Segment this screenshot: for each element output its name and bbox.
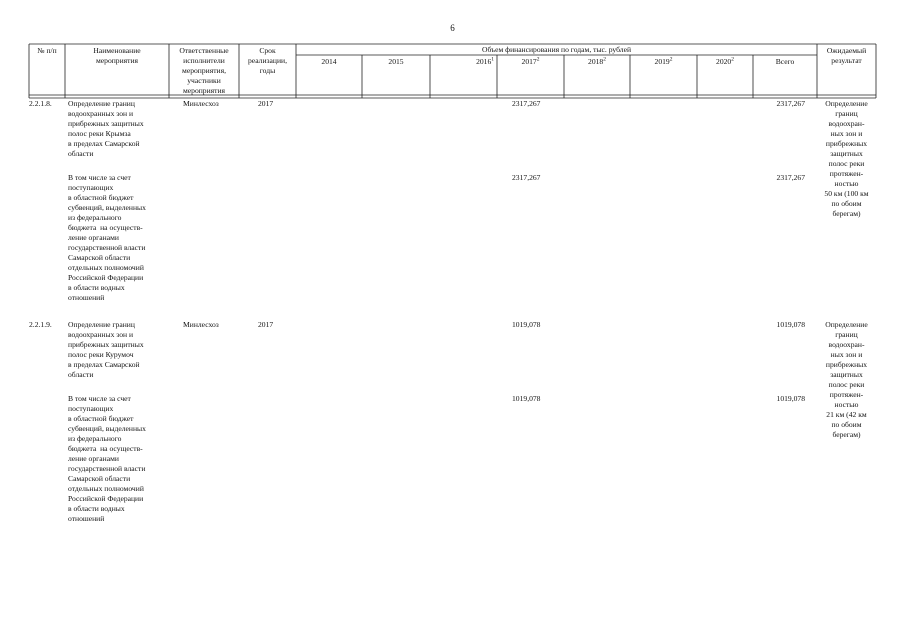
header-year-2019: 2019$^2$ [654,56,673,66]
header-year-2014: 2014 [321,57,337,66]
row-subsidy-note: В том числе за счет поступающих в областной бюджет субвенций, выделенных из федерального бюджета на осуществ- ление органами государственной власти Самарской области отдельных полномочий Российской Федерации в области водных отношений [68,173,146,302]
row-number: 2.2.1.8. [29,99,52,108]
header-year-2018: 2018$^2$ [588,56,606,66]
header-year-2020: 2020$^2$ [716,56,734,66]
header-year-2015: 2015 [388,57,404,66]
row-name: Определение границ водоохранных зон и прибрежных защитных полос реки Крымза в пределах Самарской области [68,99,144,158]
row-subsidy-total: 2317,267 [776,173,805,182]
row-value-2017: 1019,078 [512,320,541,329]
header-year-2017: 2017$^2$ [521,56,540,66]
row-term: 2017 [258,99,274,108]
row-term: 2017 [258,320,274,329]
page-number: 6 [450,23,455,33]
header-result: Ожидаемый результат [826,46,867,65]
row-subsidy-2017: 2317,267 [512,173,541,182]
header-num: № п/п [37,46,57,55]
row-name: Определение границ водоохранных зон и прибрежных защитных полос реки Курумоч в пределах Самарской области [68,320,144,379]
header-name: Наименование мероприятия [93,46,141,65]
row-total: 1019,078 [776,320,805,329]
header-total: Всего [775,57,795,66]
row-subsidy-note: В том числе за счет поступающих в областной бюджет субвенций, выделенных из федерального бюджета на осуществ- ление органами государственной власти Самарской области отдельных полномочий Российской Федерации в области водных отношений [68,394,146,523]
row-responsible: Минлесхоз [183,99,219,108]
header-term: Срок реализации, годы [247,46,287,75]
row-total: 2317,267 [776,99,805,108]
header-responsible: Ответственные исполнители мероприятия, участники мероприятия [179,46,229,95]
row-value-2017: 2317,267 [512,99,541,108]
row-subsidy-total: 1019,078 [776,394,805,403]
header-year-2016: 2016$^1$ [476,56,494,66]
row-expected-result: Определение границ водоохран- ных зон и прибрежных защитных полос реки протяжен- ностью 21 км (42 км по обоим берегам) [825,320,868,439]
row-number: 2.2.1.9. [29,320,52,329]
row-subsidy-2017: 1019,078 [512,394,541,403]
header-funding-title: Объем финансирования по годам, тыс. рублей [481,45,632,54]
row-expected-result: Определение границ водоохран- ных зон и прибрежных защитных полос реки протяжен- ностью 50 км (100 км по обоим берегам) [824,99,869,218]
row-responsible: Минлесхоз [183,320,219,329]
